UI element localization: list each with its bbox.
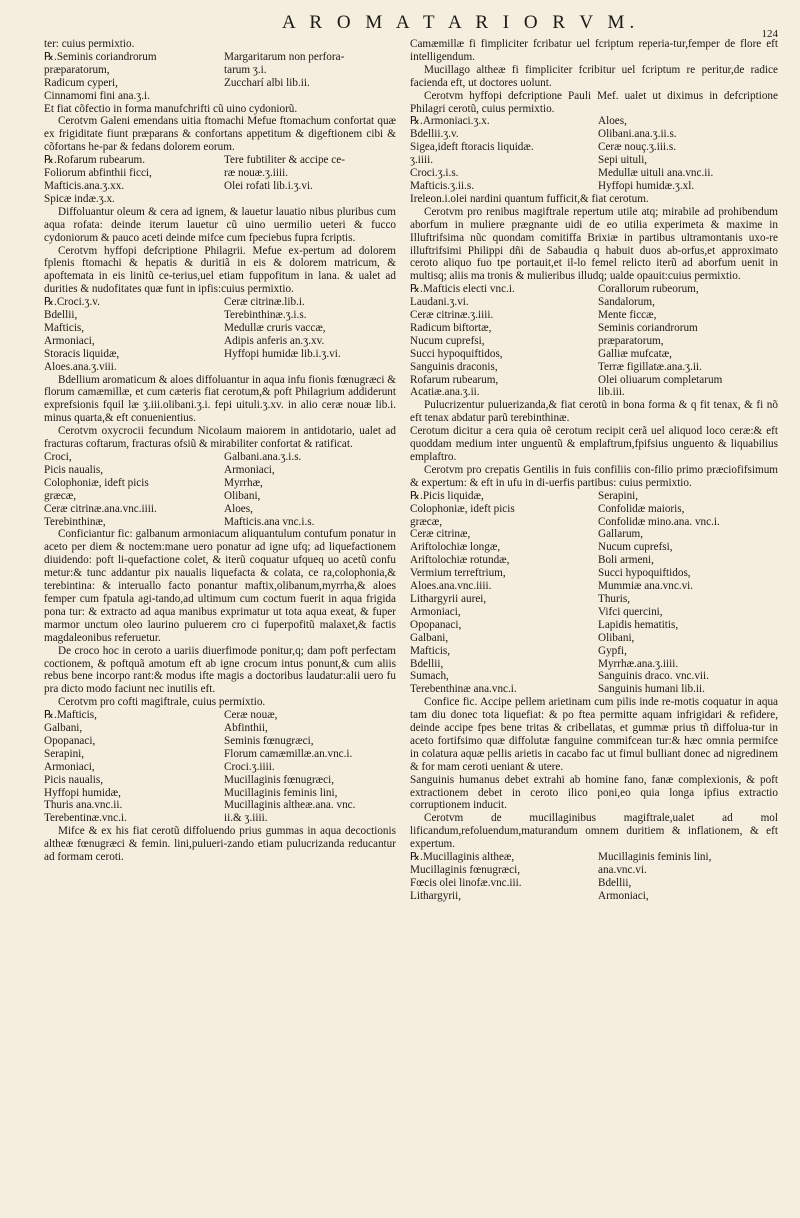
ingredient-entry: Mucillaginis altheæ.ana. vnc. [224,799,356,812]
ingredient-entry: Olibani, [224,489,261,502]
ingredient-entry: Ceræ citrinæ, [410,528,471,541]
ingredient-entry: præparatorum, [598,334,664,347]
ingredient-entry: Cinnamomi fini ana.ʒ.i. [44,89,150,102]
ingredient-entry: Ceræ nouç.ʒ.iii.s. [598,141,676,154]
ingredient-entry: græcæ, [410,515,443,528]
ingredient-entry: Vermium terreftrium, [410,567,506,580]
ingredient-entry: Mummiæ ana.vnc.vi. [598,580,694,593]
ingredient-entry: Nucum cuprefsi, [598,541,673,554]
ingredient-entry: Laudani.ʒ.vi. [410,296,469,309]
paragraph: Sanguinis humanus debet extrahi ab homine fano, fanæ complexionis, & poft extractionem debet in ceroto ilico poni,eo quia longa ipfius extractio corruptionem inducit. [410,773,778,812]
ingredient-entry: Sanguinis draconis, [410,360,498,373]
page-header [44,8,782,38]
ingredient-entry: Ceræ citrinæ.ana.vnc.iiii. [44,502,157,515]
ingredient-entry: Olibani, [598,631,635,644]
paragraph: Ireleon.i.olei nardini quantum fufficit,& fiat cerotum. [410,192,649,205]
ingredient-entry: Serapini, [44,747,85,760]
ingredient-entry: Gypfi, [598,644,627,657]
ingredient-entry: Lithargyrii aurei, [410,592,487,605]
ingredient-entry: Ceræ citrinæ.lib.i. [224,296,305,309]
ingredient-entry: Abfinthii, [224,722,268,735]
ingredient-entry: Sanguinis draco. vnc.vii. [598,670,709,683]
ingredient-entry: Terebinthinæ, [44,515,106,528]
ingredient-entry: Nucum cuprefsi, [410,334,485,347]
ingredient-entry: Serapini, [598,489,639,502]
ingredient-entry: Bdellii.ʒ.v. [410,128,459,141]
ingredient-entry: Radicum biftortæ, [410,321,492,334]
ingredient-entry: Vifci quercini, [598,605,663,618]
ingredient-entry: Mafticis, [44,321,85,334]
right-column [410,38,778,903]
ingredient-entry: Armoniaci, [410,605,461,618]
recipe-heading-paragraph: Cerotvm pro crepatis Gentilis in fuis confiliis con-filio primo præciofifsimum & expertum: & eft in ufu in di-uerfis partibus: cuius permixtio. [410,463,778,489]
ingredient-entry: Acatiæ.ana.ʒ.ii. [410,386,480,399]
ingredient-entry: Ceræ citrinæ.ʒ.iiii. [410,309,494,322]
ingredient-entry: Bdellii, [44,309,78,322]
ingredient-entry: Sanguinis humani lib.ii. [598,683,705,696]
ingredient-entry: Rofarum rubearum, [410,373,499,386]
ingredient-entry: Aloes.ana.vnc.iiii. [410,580,492,593]
ingredient-entry: ℞.Seminis coriandrorum [44,50,157,63]
paragraph: ter: cuius permixtio. [44,38,135,50]
ingredient-entry: Colophoniæ, ideft picis [410,502,515,515]
page-number: 124 [761,28,778,40]
left-column [44,38,396,903]
ingredient-entry: Terebinthinæ.ʒ.i.s. [224,309,307,322]
ingredient-entry: Opopanaci, [410,618,462,631]
ingredient-entry [224,90,400,103]
ingredient-entry: Aloes, [224,502,253,515]
ingredient-entry: Mucillaginis feminis lini, [598,851,712,864]
ingredient-entry: Corallorum rubeorum, [598,283,699,296]
ingredient-entry: Spicæ indæ.ʒ.x. [44,192,115,205]
ingredient-entry: Seminis coriandrorum [598,321,698,334]
ingredient-list [44,51,396,103]
ingredient-entry: Galbani.ana.ʒ.i.s. [224,451,302,463]
ingredient-entry: ℞.Croci.ʒ.v. [44,296,100,309]
recipe-heading-paragraph: Cerotvm Galeni emendans uitia ftomachi Mefue ftomachum confortat quæ ex frigiditate fiunt præparans & confortans appetitum & digeftionem cibi & cõfortans he-par & fedans dolorem eorum. [44,115,396,154]
ingredient-entry: Sumach, [410,670,449,683]
paragraph: Camæmillæ fi fimpliciter fcribatur uel fcriptum reperia-tur,femper de flore eft intelligendum. [410,38,778,63]
ingredient-entry: Fœcis olei linofæ.vnc.iii. [410,876,522,889]
ingredient-entry: Confolidæ maioris, [598,502,685,515]
ingredient-entry: Mucillaginis fœnugræci, [410,864,520,876]
ingredient-entry [224,193,400,206]
ingredient-entry: Armoniaci, [44,760,95,773]
ingredient-list [410,490,778,697]
ingredient-entry: Ariftolochiæ rotundæ, [410,554,510,567]
ingredient-entry: Armoniaci, [44,334,95,347]
ingredient-entry: Mafticis.ana vnc.i.s. [224,515,315,528]
recipe-heading-paragraph: Cerotvm pro renibus magiftrale repertum utile atq; mirabile ad prohibendum aborfum in muliere prægnante uidi de eo utilia experimeta & maxime in Illuftrifsima nũc quondam comitiffa Brixiæ in partibus ultramontanis uxo-re illuftrifsimi Philippi dñi de Sabaudia q habuit duos ab-orfus,et approximato ceroto aliquo fuo tpe portauit,et il-lo femel relicto iterũ ad aborfum uenit in multisq; aliis ma tronis & mulieribus illudq; ualde opauit:cuius permixtio. [410,205,778,283]
ingredient-entry: Croci.ʒ.i.s. [410,167,459,180]
ingredient-entry: Tere fubtiliter & accipe ce- [224,154,345,167]
ingredient-list [410,283,778,399]
ingredient-entry: ℞.Armoniaci.ʒ.x. [410,115,490,128]
ingredient-entry: Margaritarum non perfora- [224,50,345,63]
ingredient-entry: ℞.Mafticis electi vnc.i. [410,283,515,296]
ingredient-entry: ℞.Mucillaginis altheæ, [410,851,515,864]
running-head: A R O M A T A R I O R V M. [282,12,640,33]
ingredient-entry: Armoniaci, [598,889,649,902]
ingredient-entry: ana.vnc.vi. [598,864,647,876]
ingredient-entry: Thuris, [598,592,631,605]
ingredient-entry: ʒ.iiii. [410,154,433,167]
ingredient-entry: Terebenthinæ ana.vnc.i. [410,683,517,696]
ingredient-list [410,115,778,192]
ingredient-list [44,451,396,528]
ingredient-entry: Medullæ uituli ana.vnc.ii. [598,167,714,180]
ingredient-entry: Olei rofati lib.i.ʒ.vi. [224,179,313,192]
text-columns [44,38,782,903]
ingredient-entry: Foliorum abfinthii ficci, [44,167,152,180]
ingredient-entry: Colophoniæ, ideft picis [44,476,149,489]
ingredient-entry: ℞.Mafticis, [44,709,97,722]
paragraph: Confice fic. Accipe pellem arietinam cum pilis inde re-motis coquatur in aqua tam diu donec tota liquefiat: & po ftea permitte aquam infrigidari & refidere, deinde accipe fpes bene tritas & cribellatas, et gummæ prius tñ diffolua-tur in aceto fortifsimo quæ diffolutæ fanguine commifcean tur:& hæc omnia permifce in colatura aquæ pellis arietis in cacabo fac ut fimul bulliant donec ad nigredinem & for mam ceroti ueniant & utere. [410,696,778,773]
ingredient-entry: Terebentinæ.vnc.i. [44,812,127,825]
ingredient-entry: Succi hypoquiftidos, [598,567,691,580]
ingredient-entry: Radicum cyperi, [44,76,118,89]
ingredient-entry: lib.iii. [598,386,625,399]
ingredient-entry: ii.& ʒ.iiii. [224,812,268,825]
ingredient-entry [224,361,400,374]
ingredient-entry: Galliæ mufcatæ, [598,347,672,360]
ingredient-entry: Sandalorum, [598,296,655,309]
paragraph: Bdellium aromaticum & aloes diffoluantur in aqua infu fionis fœnugræci & florum camæmillæ, et cum cæteris fiat cerotum,& poft Philagrium addiderunt exprefsionis fquil læ ʒ.iii.olibani.ʒ.i. fepi uituli.ʒ.xv. in alio ceræ nouæ lib.i. minus quarta,& eft conuenientius. [44,373,396,425]
ingredient-entry: Croci, [44,451,72,463]
ingredient-entry: Bdellii, [598,876,632,889]
ingredient-entry: Olei oliuarum completarum [598,373,723,386]
ingredient-list [410,851,778,903]
recipe-heading-paragraph: Cerotvm hyffopi defcriptione Pauli Mef. ualet ut diximus in defcriptione Philagri cerotũ, cuius permixtio. [410,89,778,115]
ingredient-entry: Mafticis.ʒ.ii.s. [410,179,475,192]
paragraph: Mucillago altheæ fi fimpliciter fcribitur uel fcriptum re peritur,de radice facienda eft, ut doctores uolunt. [410,63,778,89]
ingredient-entry: Aloes.ana.ʒ.viii. [44,360,117,373]
ingredient-entry: Adipis anferis an.ʒ.xv. [224,334,325,347]
ingredient-entry: tarum ʒ.i. [224,63,267,76]
ingredient-entry: ræ nouæ.ʒ.iiii. [224,167,289,180]
ingredient-entry: Opopanaci, [44,734,96,747]
ingredient-entry: Mente ficcæ, [598,309,657,322]
recipe-heading-paragraph: Cerotvm pro cofti magiftrale, cuius permixtio. [58,696,266,709]
ingredient-entry: Mafticis.ana.ʒ.xx. [44,179,125,192]
ingredient-entry: Galbani, [44,722,83,735]
paragraph: Pulucrizentur puluerizanda,& fiat cerotũ in bona forma & q fit tenax, & fi nõ eft tenax abdatur parũ terebinthinæ. [410,399,778,425]
ingredient-entry: Seminis fœnugræci, [224,734,314,747]
paragraph: Cerotum dicitur a cera quia oẽ cerotum recipit cerã uel aliquod loco ceræ:& eft quoddam medium inter unguentũ & emplaftrum,fpifsius unguento & liquabilius emplaftro. [410,425,778,463]
paragraph: Conficiantur fic: galbanum armoniacum aliquantulum contufum ponatur in aceto per diem & noctem:mane uero ponatur ad igne ufq; ad liquefactionem diuidendo: poft li-quefactione colet, & iterũ coquatur ufqueq uo acetũ confu metur:& tunc addantur pix naualis liquefacta & colata, ce ra,colophonia,& terebintina: & interuallo facto ponantur maftix,olibanum,myrrha,& aloes femper cum fpatula agi-tando,ad ultimum cum coctum fuerit in aqua frigida pona tur: & extracto ad aqua manibus exprimatur ut tota aqua exeat, & fuper marmor unctum oleo laurino puluerem cro ci fuperpofitũ malaxet,& factis magdaleonibus referuetur. [44,528,396,644]
ingredient-entry: Olibani.ana.ʒ.ii.s. [598,128,677,141]
ingredient-entry: Picis naualis, [44,463,104,476]
recipe-heading-paragraph: Cerotvm oxycrocii fecundum Nicolaum maiorem in antidotario, ualet ad fracturas coftarum, fracturas ofsiũ & mirabiliter confortat & ratificat. [44,425,396,451]
ingredient-entry: Armoniaci, [224,463,275,476]
ingredient-entry: Zuccharí albi lib.ii. [224,76,310,89]
ingredient-entry: Picis naualis, [44,773,104,786]
ingredient-entry: Lithargyrii, [410,889,462,902]
paragraph: Diffoluantur oleum & cera ad ignem, & lauetur lauatio nibus pluribus cum aqua rofata: deinde iterum lauetur cũ uino uermilio ueteri & fucco cydoniorum & pauco aceti deinde mifce cum fpeciebus fupra fcriptis. [44,205,396,244]
ingredient-entry: ℞.Rofarum rubearum. [44,154,146,167]
ingredient-list [44,709,396,825]
ingredient-entry: Lapidis hematitis, [598,618,679,631]
ingredient-entry: Myrrhæ.ana.ʒ.iiii. [598,657,679,670]
ingredient-entry: Ceræ nouæ, [224,709,278,722]
ingredient-entry: Medullæ cruris vaccæ, [224,321,326,334]
ingredient-entry: Mucillaginis fœnugræci, [224,773,334,786]
ingredient-entry: Succi hypoquiftidos, [410,347,503,360]
ingredient-entry: Ariftolochiæ longæ, [410,541,501,554]
ingredient-list [44,154,396,206]
paragraph: Et fiat cõfectio in forma manufchrifti cũ uino cydoniorũ. [44,102,298,115]
ingredient-list [44,296,396,373]
ingredient-entry: Confolidæ mino.ana. vnc.i. [598,515,720,528]
recipe-heading-paragraph: Cerotvm hyffopi defcriptione Philagrii. Mefue ex-pertum ad dolorem fplenis ftomachi & hepatis & duritiã in eis & dolorem matricum, & apoftemata in eis linitũ ce-terius,uel etiam fuppofitum in lana. & ualet ad durities & nudofitates quæ funt in ipfis:cuius permixtio. [44,244,396,296]
ingredient-entry: Florum camæmillæ.an.vnc.i. [224,747,353,760]
ingredient-entry: præparatorum, [44,63,110,76]
ingredient-entry: Aloes, [598,115,627,128]
ingredient-entry: ℞.Picis liquidæ, [410,489,484,502]
paragraph: Mifce & ex his fiat cerotũ diffoluendo prius gummas in aqua decoctionis altheæ fœnugræci & femin. lini,pulueri-zando etiam pulucrizanda reducantur ad formam ceroti. [44,825,396,864]
ingredient-entry: Sepi uituli, [598,154,648,167]
ingredient-entry: Gallarum, [598,528,644,541]
ingredient-entry: Galbani, [410,631,449,644]
ingredient-entry: Mucillaginis feminis lini, [224,786,338,799]
ingredient-entry: Hyffopi humidæ.ʒ.xl. [598,179,695,192]
ingredient-entry: Croci.ʒ.iiii. [224,760,275,773]
ingredient-entry: Hyffopi humidæ, [44,786,121,799]
ingredient-entry: Hyffopi humidæ lib.i.ʒ.vi. [224,347,341,360]
recipe-heading-paragraph: Cerotvm de mucillaginibus magiftrale,ualet ad mol lificandum,refoluendum,maturandum omnem duritiem & inflationem, & eft expertum. [410,812,778,851]
paragraph: De croco hoc in ceroto a uariis diuerfimode ponitur,q; dam poft perfectam coctionem, & poftquã amotum eft ab igne crocum intus ponunt,& cum aliis rebus bene incorpo rant:& modus ifte magis a doctoribus laudatur:alii uero fu pra dicto modo faciunt nec inutilis eft. [44,644,396,696]
ingredient-entry: Sigea,ideft ftoracis liquidæ. [410,141,534,154]
ingredient-entry: Storacis liquidæ, [44,347,120,360]
ingredient-entry: Bdellii, [410,657,444,670]
ingredient-entry: Myrrhæ, [224,476,263,489]
ingredient-entry: græcæ, [44,489,77,502]
ingredient-entry: Thuris ana.vnc.ii. [44,799,123,812]
ingredient-entry: Mafticis, [410,644,451,657]
ingredient-entry: Terræ figillatæ.ana.ʒ.ii. [598,360,702,373]
ingredient-entry: Boli armeni, [598,554,654,567]
